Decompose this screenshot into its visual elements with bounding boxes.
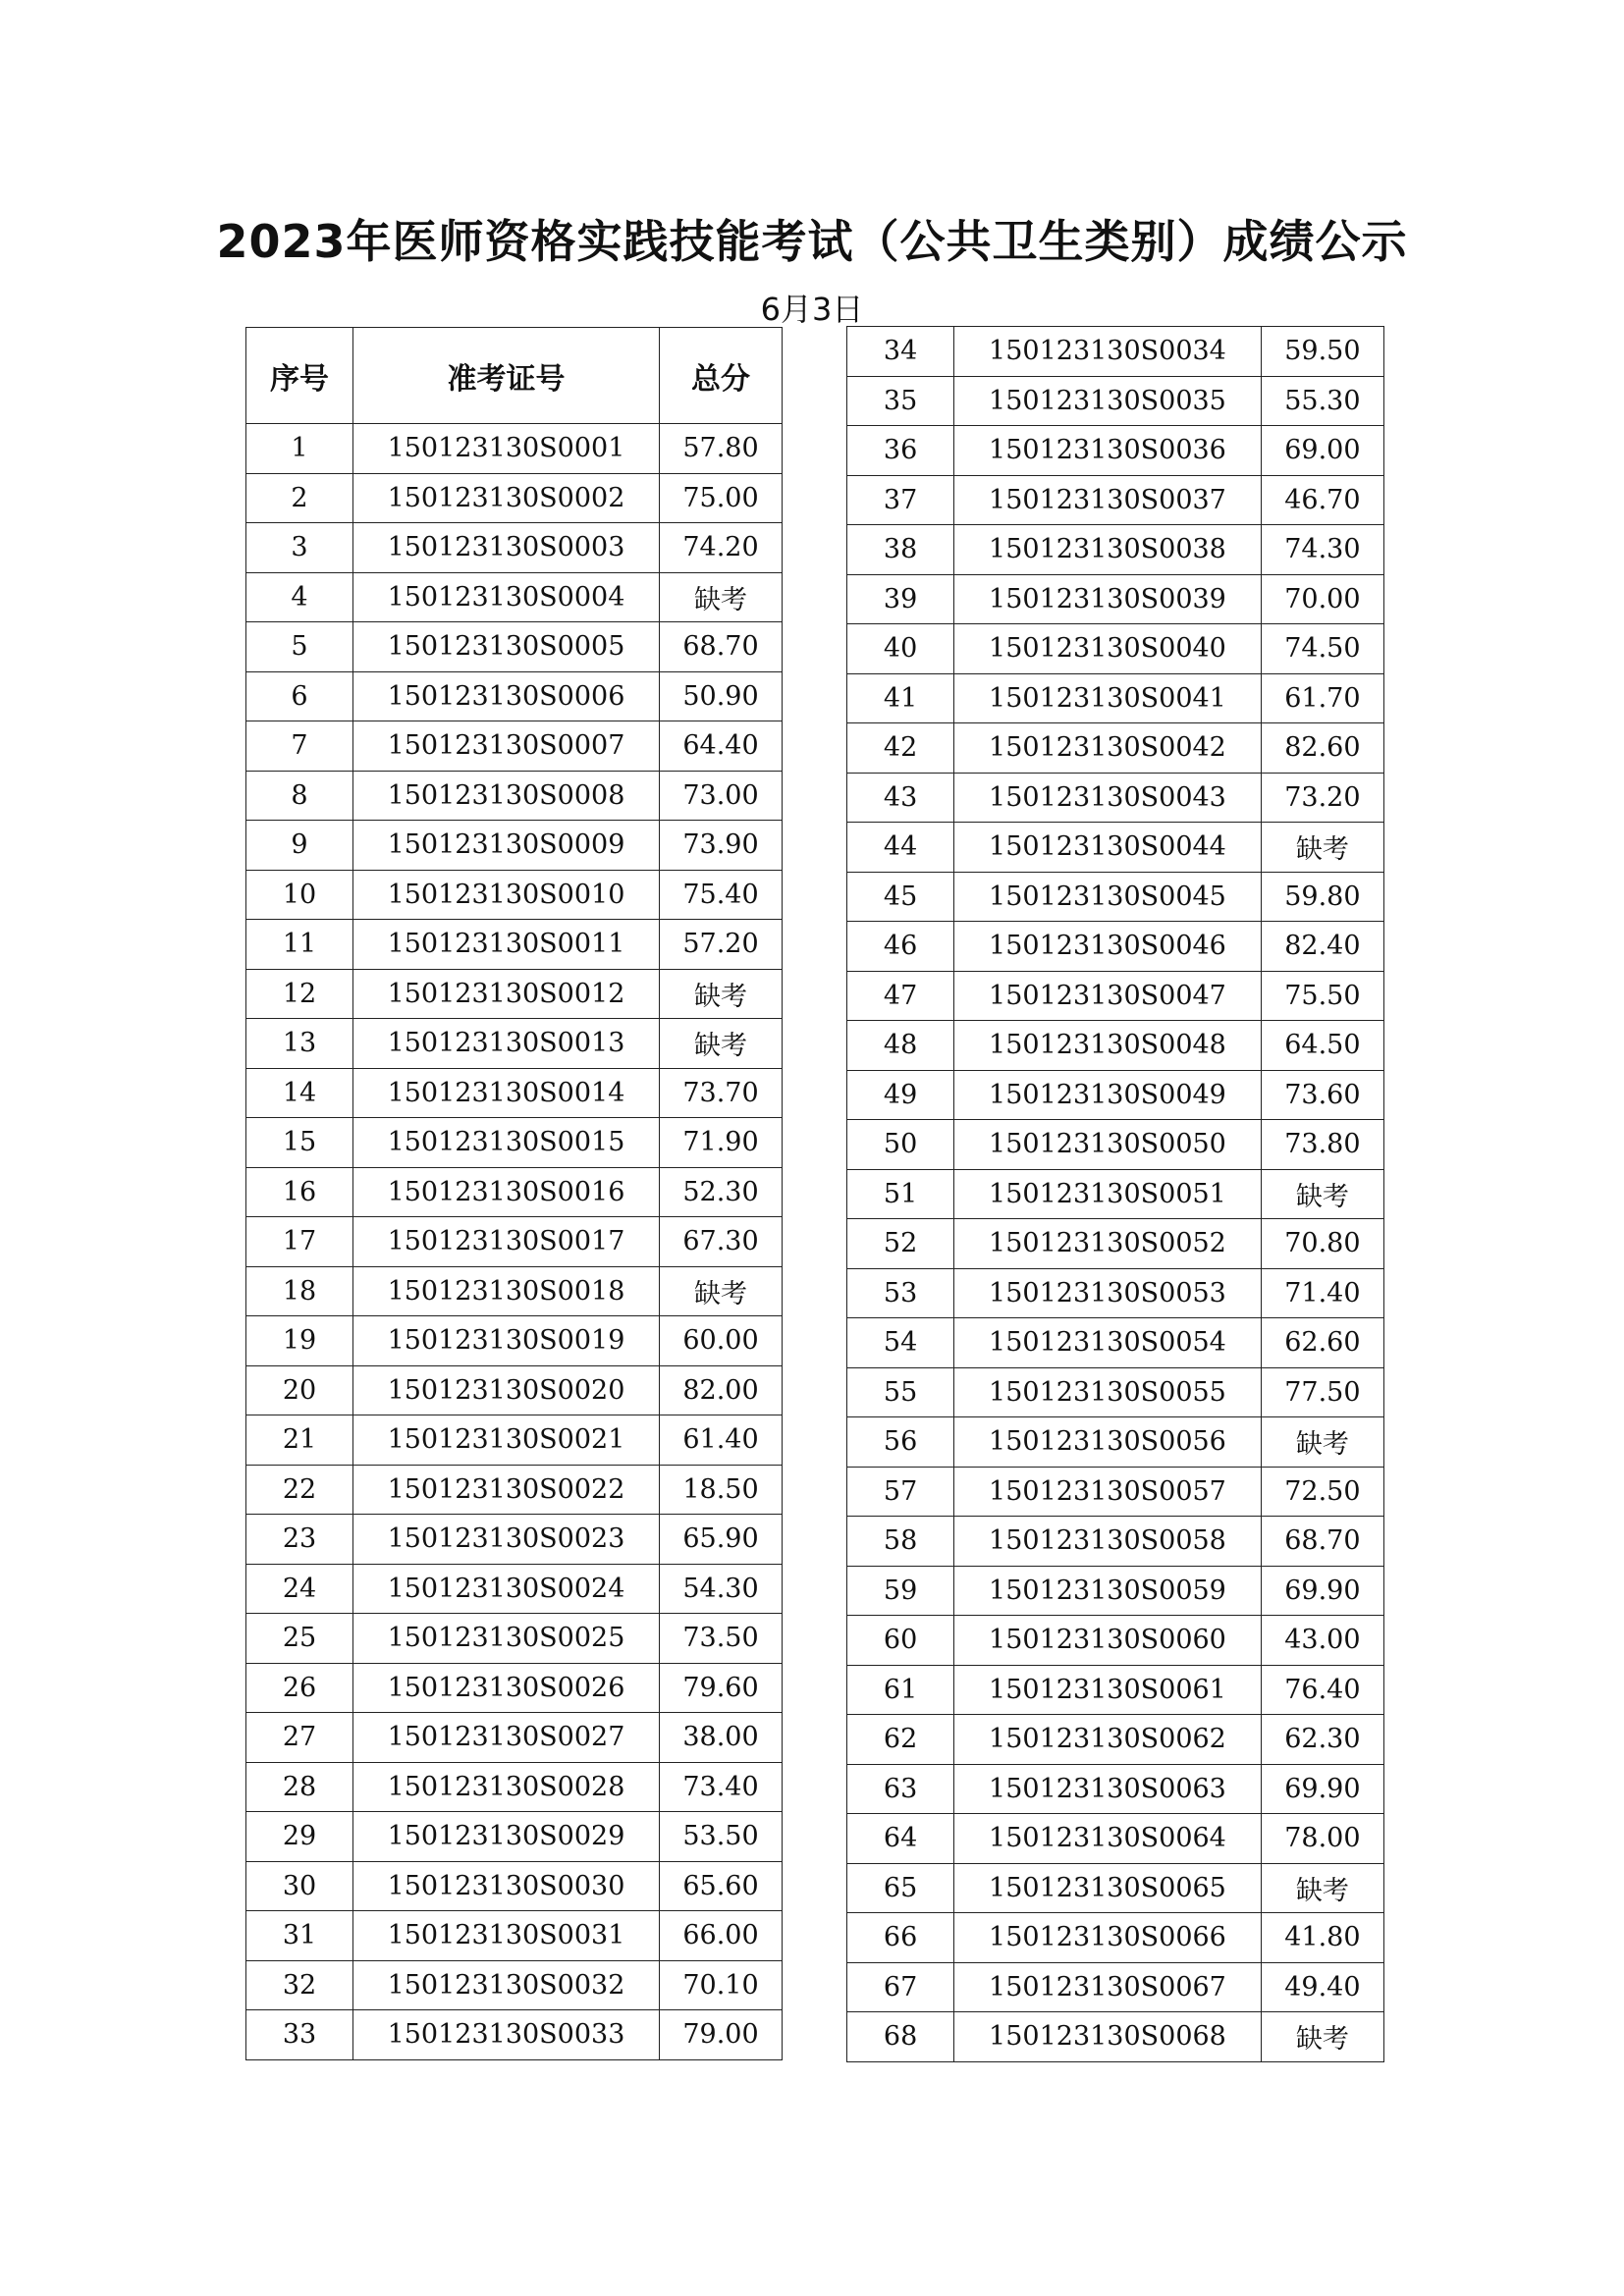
cell-seq: 62 — [847, 1715, 954, 1765]
cell-total-score: 73.00 — [660, 771, 783, 821]
cell-seq: 5 — [246, 622, 353, 672]
cell-total-score: 69.90 — [1261, 1764, 1383, 1814]
cell-exam-id: 150123130S0017 — [353, 1217, 660, 1267]
cell-total-score: 46.70 — [1261, 475, 1383, 525]
table-row — [847, 1863, 1384, 1913]
table-row — [246, 1266, 783, 1316]
cell-total-score: 65.60 — [660, 1861, 783, 1911]
cell-total-score: 68.70 — [1261, 1517, 1383, 1567]
cell-total-score: 54.30 — [660, 1564, 783, 1614]
cell-exam-id: 150123130S0041 — [954, 673, 1262, 723]
table-row — [847, 1616, 1384, 1666]
table-row — [847, 1021, 1384, 1071]
cell-exam-id: 150123130S0039 — [954, 574, 1262, 624]
table-row — [246, 1614, 783, 1664]
cell-exam-id: 150123130S0006 — [353, 671, 660, 721]
table-row — [246, 1663, 783, 1713]
table-row — [246, 1019, 783, 1069]
table-header-row — [246, 328, 783, 424]
cell-seq: 16 — [246, 1167, 353, 1217]
table-row — [847, 922, 1384, 972]
cell-seq: 8 — [246, 771, 353, 821]
cell-seq: 56 — [847, 1417, 954, 1468]
cell-seq: 51 — [847, 1169, 954, 1219]
table-row — [246, 969, 783, 1019]
cell-seq: 21 — [246, 1415, 353, 1466]
table-row — [246, 572, 783, 622]
cell-total-score: 73.40 — [660, 1762, 783, 1812]
cell-seq: 47 — [847, 971, 954, 1021]
cell-total-score: 72.50 — [1261, 1467, 1383, 1517]
cell-total-score: 75.00 — [660, 473, 783, 523]
cell-exam-id: 150123130S0062 — [954, 1715, 1262, 1765]
cell-exam-id: 150123130S0025 — [353, 1614, 660, 1664]
cell-total-score: 64.40 — [660, 721, 783, 772]
cell-exam-id: 150123130S0057 — [954, 1467, 1262, 1517]
table-row — [847, 1367, 1384, 1417]
table-row — [246, 1861, 783, 1911]
cell-seq: 64 — [847, 1814, 954, 1864]
cell-total-score: 74.50 — [1261, 624, 1383, 674]
cell-seq: 3 — [246, 523, 353, 573]
cell-total-score: 60.00 — [660, 1316, 783, 1366]
cell-seq: 17 — [246, 1217, 353, 1267]
cell-total-score: 74.30 — [1261, 525, 1383, 575]
cell-seq: 42 — [847, 723, 954, 774]
cell-seq: 63 — [847, 1764, 954, 1814]
cell-total-score: 71.40 — [1261, 1268, 1383, 1318]
cell-total-score: 57.80 — [660, 424, 783, 474]
cell-seq: 38 — [847, 525, 954, 575]
cell-seq: 10 — [246, 870, 353, 920]
cell-exam-id: 150123130S0061 — [954, 1665, 1262, 1715]
cell-exam-id: 150123130S0024 — [353, 1564, 660, 1614]
cell-total-score: 38.00 — [660, 1713, 783, 1763]
cell-total-score: 73.70 — [660, 1068, 783, 1118]
cell-total-score: 66.00 — [660, 1911, 783, 1961]
cell-exam-id: 150123130S0031 — [353, 1911, 660, 1961]
cell-exam-id: 150123130S0060 — [954, 1616, 1262, 1666]
cell-total-score: 75.40 — [660, 870, 783, 920]
table-row — [246, 771, 783, 821]
cell-exam-id: 150123130S0056 — [954, 1417, 1262, 1468]
table-row — [847, 475, 1384, 525]
cell-total-score: 70.10 — [660, 1960, 783, 2010]
table-row — [246, 1068, 783, 1118]
cell-total-score: 76.40 — [1261, 1665, 1383, 1715]
cell-exam-id: 150123130S0005 — [353, 622, 660, 672]
table-row — [246, 821, 783, 871]
table-row — [246, 1415, 783, 1466]
table-row — [246, 1515, 783, 1565]
cell-total-score: 79.00 — [660, 2010, 783, 2060]
cell-exam-id: 150123130S0034 — [954, 327, 1262, 377]
table-row — [847, 1764, 1384, 1814]
score-table-left — [245, 327, 783, 2060]
cell-seq: 45 — [847, 872, 954, 922]
cell-seq: 13 — [246, 1019, 353, 1069]
cell-seq: 26 — [246, 1663, 353, 1713]
cell-total-score: 61.70 — [1261, 673, 1383, 723]
header-seq: 序号 — [246, 328, 353, 424]
cell-exam-id: 150123130S0030 — [353, 1861, 660, 1911]
cell-seq: 44 — [847, 823, 954, 873]
table-row — [246, 1365, 783, 1415]
table-row — [246, 473, 783, 523]
cell-seq: 6 — [246, 671, 353, 721]
cell-exam-id: 150123130S0009 — [353, 821, 660, 871]
cell-total-score: 43.00 — [1261, 1616, 1383, 1666]
cell-seq: 29 — [246, 1812, 353, 1862]
cell-total-score: 78.00 — [1261, 1814, 1383, 1864]
cell-seq: 11 — [246, 920, 353, 970]
cell-exam-id: 150123130S0011 — [353, 920, 660, 970]
cell-exam-id: 150123130S0042 — [954, 723, 1262, 774]
cell-exam-id: 150123130S0022 — [353, 1465, 660, 1515]
cell-seq: 50 — [847, 1120, 954, 1170]
cell-seq: 49 — [847, 1070, 954, 1120]
cell-total-score: 70.80 — [1261, 1219, 1383, 1269]
cell-total-score: 18.50 — [660, 1465, 783, 1515]
cell-seq: 54 — [847, 1318, 954, 1368]
cell-exam-id: 150123130S0058 — [954, 1517, 1262, 1567]
cell-seq: 36 — [847, 426, 954, 476]
table-row — [847, 1417, 1384, 1468]
cell-exam-id: 150123130S0046 — [954, 922, 1262, 972]
cell-exam-id: 150123130S0014 — [353, 1068, 660, 1118]
cell-total-score: 69.00 — [1261, 426, 1383, 476]
cell-exam-id: 150123130S0019 — [353, 1316, 660, 1366]
score-table-right — [846, 326, 1384, 2062]
cell-exam-id: 150123130S0003 — [353, 523, 660, 573]
cell-seq: 24 — [246, 1564, 353, 1614]
table-row — [246, 1762, 783, 1812]
cell-seq: 30 — [246, 1861, 353, 1911]
cell-seq: 40 — [847, 624, 954, 674]
table-row — [847, 624, 1384, 674]
cell-exam-id: 150123130S0015 — [353, 1118, 660, 1168]
table-row — [847, 1120, 1384, 1170]
cell-exam-id: 150123130S0067 — [954, 1962, 1262, 2012]
cell-exam-id: 150123130S0044 — [954, 823, 1262, 873]
table-row — [246, 920, 783, 970]
cell-exam-id: 150123130S0054 — [954, 1318, 1262, 1368]
cell-seq: 59 — [847, 1566, 954, 1616]
table-row — [847, 1962, 1384, 2012]
cell-total-score: 64.50 — [1261, 1021, 1383, 1071]
cell-seq: 41 — [847, 673, 954, 723]
cell-total-score: 缺考 — [1261, 1417, 1383, 1468]
cell-total-score: 67.30 — [660, 1217, 783, 1267]
cell-exam-id: 150123130S0048 — [954, 1021, 1262, 1071]
table-row — [246, 1465, 783, 1515]
cell-seq: 4 — [246, 572, 353, 622]
table-row — [246, 1564, 783, 1614]
cell-exam-id: 150123130S0010 — [353, 870, 660, 920]
cell-seq: 68 — [847, 2012, 954, 2062]
cell-total-score: 82.00 — [660, 1365, 783, 1415]
cell-seq: 19 — [246, 1316, 353, 1366]
table-row — [847, 2012, 1384, 2062]
table-row — [246, 1960, 783, 2010]
cell-seq: 43 — [847, 773, 954, 823]
cell-exam-id: 150123130S0055 — [954, 1367, 1262, 1417]
cell-total-score: 61.40 — [660, 1415, 783, 1466]
table-row — [847, 327, 1384, 377]
table-row — [246, 2010, 783, 2060]
table-row — [246, 671, 783, 721]
cell-total-score: 缺考 — [660, 572, 783, 622]
cell-seq: 61 — [847, 1665, 954, 1715]
cell-exam-id: 150123130S0059 — [954, 1566, 1262, 1616]
cell-seq: 9 — [246, 821, 353, 871]
cell-exam-id: 150123130S0027 — [353, 1713, 660, 1763]
table-row — [847, 1467, 1384, 1517]
cell-exam-id: 150123130S0004 — [353, 572, 660, 622]
table-row — [847, 1715, 1384, 1765]
cell-total-score: 缺考 — [1261, 823, 1383, 873]
cell-total-score: 缺考 — [1261, 1169, 1383, 1219]
table-row — [246, 1316, 783, 1366]
cell-total-score: 缺考 — [660, 969, 783, 1019]
cell-exam-id: 150123130S0036 — [954, 426, 1262, 476]
cell-total-score: 缺考 — [1261, 1863, 1383, 1913]
cell-exam-id: 150123130S0023 — [353, 1515, 660, 1565]
cell-seq: 48 — [847, 1021, 954, 1071]
cell-seq: 55 — [847, 1367, 954, 1417]
cell-total-score: 73.20 — [1261, 773, 1383, 823]
cell-total-score: 52.30 — [660, 1167, 783, 1217]
cell-exam-id: 150123130S0035 — [954, 376, 1262, 426]
cell-total-score: 41.80 — [1261, 1913, 1383, 1963]
table-row — [847, 1814, 1384, 1864]
table-row — [847, 1318, 1384, 1368]
cell-total-score: 77.50 — [1261, 1367, 1383, 1417]
cell-seq: 1 — [246, 424, 353, 474]
cell-total-score: 74.20 — [660, 523, 783, 573]
table-row — [847, 872, 1384, 922]
cell-exam-id: 150123130S0028 — [353, 1762, 660, 1812]
cell-exam-id: 150123130S0045 — [954, 872, 1262, 922]
cell-exam-id: 150123130S0064 — [954, 1814, 1262, 1864]
cell-seq: 35 — [847, 376, 954, 426]
cell-total-score: 57.20 — [660, 920, 783, 970]
exam-date: 6月3日 — [760, 291, 864, 328]
cell-seq: 2 — [246, 473, 353, 523]
cell-total-score: 缺考 — [660, 1266, 783, 1316]
cell-seq: 46 — [847, 922, 954, 972]
cell-seq: 28 — [246, 1762, 353, 1812]
table-row — [847, 1665, 1384, 1715]
cell-seq: 67 — [847, 1962, 954, 2012]
table-row — [847, 823, 1384, 873]
cell-exam-id: 150123130S0043 — [954, 773, 1262, 823]
cell-exam-id: 150123130S0038 — [954, 525, 1262, 575]
table-row — [847, 1070, 1384, 1120]
table-row — [246, 1911, 783, 1961]
table-row — [847, 1913, 1384, 1963]
table-row — [847, 574, 1384, 624]
cell-seq: 37 — [847, 475, 954, 525]
cell-seq: 65 — [847, 1863, 954, 1913]
cell-exam-id: 150123130S0068 — [954, 2012, 1262, 2062]
cell-exam-id: 150123130S0008 — [353, 771, 660, 821]
cell-seq: 20 — [246, 1365, 353, 1415]
cell-seq: 57 — [847, 1467, 954, 1517]
cell-seq: 32 — [246, 1960, 353, 2010]
cell-total-score: 73.60 — [1261, 1070, 1383, 1120]
table-row — [246, 870, 783, 920]
cell-exam-id: 150123130S0051 — [954, 1169, 1262, 1219]
table-row — [246, 1713, 783, 1763]
cell-exam-id: 150123130S0020 — [353, 1365, 660, 1415]
cell-exam-id: 150123130S0047 — [954, 971, 1262, 1021]
table-row — [847, 1169, 1384, 1219]
table-row — [246, 622, 783, 672]
cell-total-score: 68.70 — [660, 622, 783, 672]
cell-seq: 14 — [246, 1068, 353, 1118]
table-row — [847, 673, 1384, 723]
cell-total-score: 缺考 — [660, 1019, 783, 1069]
cell-exam-id: 150123130S0063 — [954, 1764, 1262, 1814]
cell-total-score: 71.90 — [660, 1118, 783, 1168]
cell-seq: 66 — [847, 1913, 954, 1963]
cell-total-score: 59.50 — [1261, 327, 1383, 377]
table-row — [246, 1118, 783, 1168]
table-row — [847, 1219, 1384, 1269]
cell-seq: 18 — [246, 1266, 353, 1316]
cell-exam-id: 150123130S0032 — [353, 1960, 660, 2010]
cell-exam-id: 150123130S0013 — [353, 1019, 660, 1069]
cell-exam-id: 150123130S0018 — [353, 1266, 660, 1316]
table-row — [246, 523, 783, 573]
cell-total-score: 82.60 — [1261, 723, 1383, 774]
cell-exam-id: 150123130S0066 — [954, 1913, 1262, 1963]
cell-total-score: 55.30 — [1261, 376, 1383, 426]
cell-total-score: 65.90 — [660, 1515, 783, 1565]
table-row — [246, 1217, 783, 1267]
header-total-score: 总分 — [660, 328, 783, 424]
cell-exam-id: 150123130S0002 — [353, 473, 660, 523]
table-row — [246, 1812, 783, 1862]
table-row — [847, 1268, 1384, 1318]
table-row — [847, 1517, 1384, 1567]
cell-exam-id: 150123130S0049 — [954, 1070, 1262, 1120]
cell-exam-id: 150123130S0065 — [954, 1863, 1262, 1913]
table-row — [246, 721, 783, 772]
cell-seq: 23 — [246, 1515, 353, 1565]
cell-exam-id: 150123130S0016 — [353, 1167, 660, 1217]
table-row — [246, 1167, 783, 1217]
table-row — [847, 723, 1384, 774]
table-row — [847, 773, 1384, 823]
table-row — [847, 426, 1384, 476]
cell-total-score: 70.00 — [1261, 574, 1383, 624]
cell-seq: 33 — [246, 2010, 353, 2060]
cell-exam-id: 150123130S0052 — [954, 1219, 1262, 1269]
table-row — [847, 971, 1384, 1021]
cell-total-score: 62.30 — [1261, 1715, 1383, 1765]
cell-exam-id: 150123130S0037 — [954, 475, 1262, 525]
table-row — [847, 1566, 1384, 1616]
header-exam-id: 准考证号 — [353, 328, 660, 424]
cell-total-score: 82.40 — [1261, 922, 1383, 972]
cell-exam-id: 150123130S0040 — [954, 624, 1262, 674]
table-row — [847, 376, 1384, 426]
cell-exam-id: 150123130S0029 — [353, 1812, 660, 1862]
cell-exam-id: 150123130S0012 — [353, 969, 660, 1019]
cell-exam-id: 150123130S0021 — [353, 1415, 660, 1466]
cell-seq: 60 — [847, 1616, 954, 1666]
cell-seq: 39 — [847, 574, 954, 624]
cell-total-score: 59.80 — [1261, 872, 1383, 922]
cell-total-score: 75.50 — [1261, 971, 1383, 1021]
cell-total-score: 62.60 — [1261, 1318, 1383, 1368]
cell-exam-id: 150123130S0001 — [353, 424, 660, 474]
cell-seq: 15 — [246, 1118, 353, 1168]
cell-seq: 58 — [847, 1517, 954, 1567]
cell-total-score: 缺考 — [1261, 2012, 1383, 2062]
cell-seq: 27 — [246, 1713, 353, 1763]
cell-total-score: 49.40 — [1261, 1962, 1383, 2012]
cell-seq: 25 — [246, 1614, 353, 1664]
cell-total-score: 79.60 — [660, 1663, 783, 1713]
cell-exam-id: 150123130S0053 — [954, 1268, 1262, 1318]
cell-seq: 7 — [246, 721, 353, 772]
cell-total-score: 53.50 — [660, 1812, 783, 1862]
cell-seq: 12 — [246, 969, 353, 1019]
cell-exam-id: 150123130S0007 — [353, 721, 660, 772]
cell-seq: 22 — [246, 1465, 353, 1515]
cell-total-score: 73.50 — [660, 1614, 783, 1664]
cell-seq: 34 — [847, 327, 954, 377]
cell-seq: 52 — [847, 1219, 954, 1269]
cell-total-score: 50.90 — [660, 671, 783, 721]
table-row — [246, 424, 783, 474]
cell-seq: 31 — [246, 1911, 353, 1961]
cell-total-score: 73.90 — [660, 821, 783, 871]
page-title: 2023年医师资格实践技能考试（公共卫生类别）成绩公示 — [216, 215, 1408, 268]
cell-exam-id: 150123130S0026 — [353, 1663, 660, 1713]
cell-seq: 53 — [847, 1268, 954, 1318]
cell-exam-id: 150123130S0050 — [954, 1120, 1262, 1170]
cell-total-score: 69.90 — [1261, 1566, 1383, 1616]
table-row — [847, 525, 1384, 575]
cell-exam-id: 150123130S0033 — [353, 2010, 660, 2060]
cell-total-score: 73.80 — [1261, 1120, 1383, 1170]
